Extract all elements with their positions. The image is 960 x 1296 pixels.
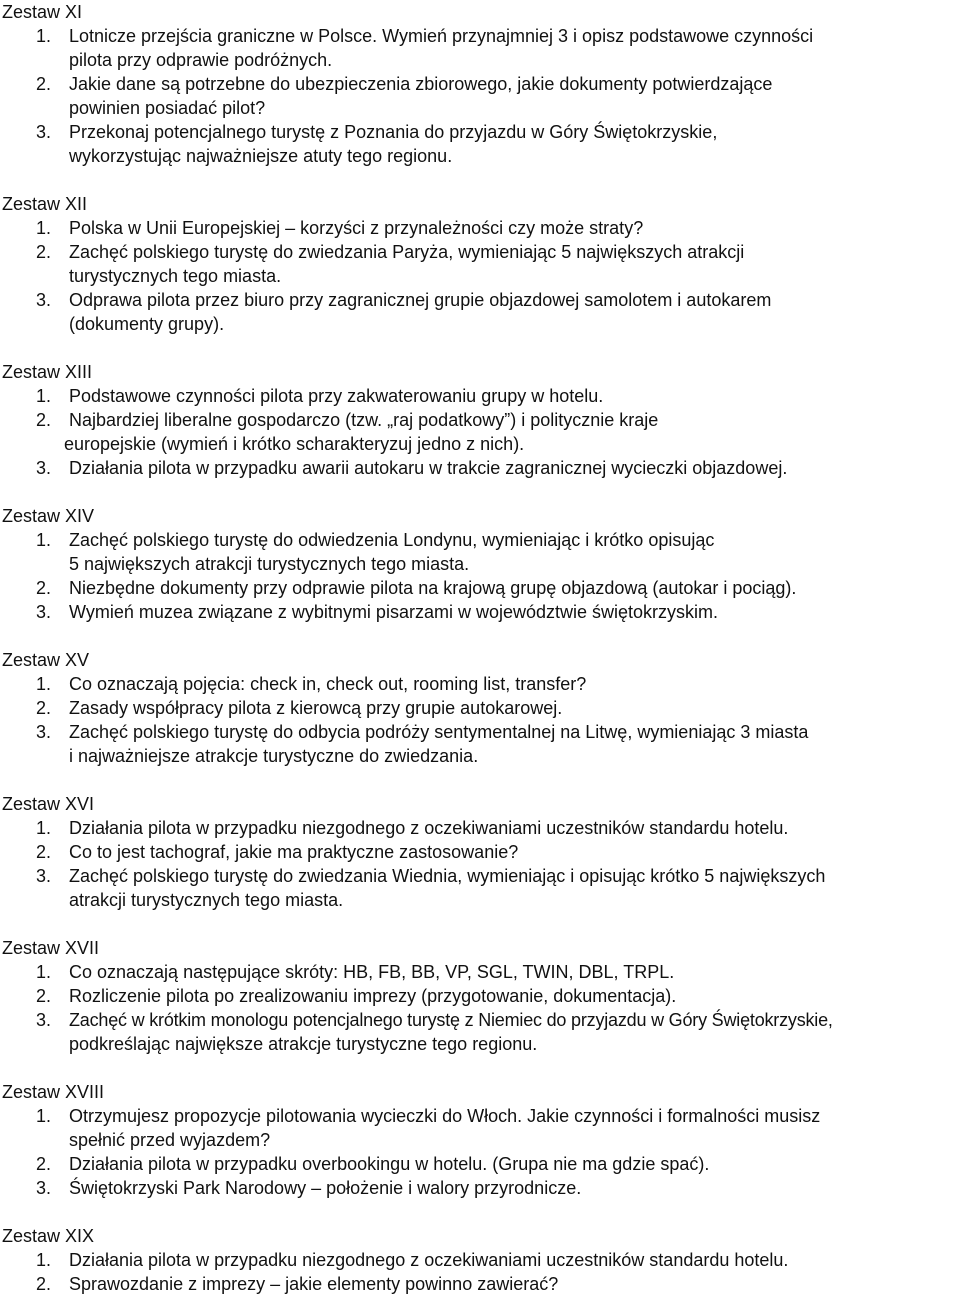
question-line: Co oznaczają następujące skróty: HB, FB, BB, VP, SGL, TWIN, DBL, TRPL. [69,962,675,982]
question-line: Podstawowe czynności pilota przy zakwaterowaniu grupy w hotelu. [69,386,604,406]
question-line: Polska w Unii Europejskiej – korzyści z przynależności czy może straty? [69,218,644,238]
question-item [0,1248,960,1272]
question-number: 1. [36,530,52,550]
question-number: 2. [36,698,52,718]
question-number: 1. [36,1250,52,1270]
question-line: atrakcji turystycznych tego miasta. [69,890,344,910]
set-title: Zestaw XIV [2,506,95,526]
question-number: 3. [36,1010,52,1030]
question-line: europejskie (wymień i krótko scharakteryzuj jedno z nich). [64,434,525,454]
question-line: (dokumenty grupy). [69,314,225,334]
question-line: Przekonaj potencjalnego turystę z Poznania do przyjazdu w Góry Świętokrzyskie, [69,122,718,142]
question-set [0,192,960,336]
question-text [69,1152,960,1176]
question-text [69,456,960,480]
question-number: 1. [36,386,52,406]
question-item [0,384,960,408]
question-line: Jakie dane są potrzebne do ubezpieczenia zbiorowego, jakie dokumenty potwierdzające [69,74,773,94]
question-number: 2. [36,842,52,862]
question-item [0,240,960,288]
question-item [0,216,960,240]
question-text [69,216,960,240]
question-item [0,288,960,336]
question-text [69,288,960,336]
question-text [69,960,960,984]
question-line: Zachęć polskiego turystę do zwiedzania Paryża, wymieniając 5 największych atrakcji [69,242,745,262]
question-number: 2. [36,578,52,598]
question-line: Rozliczenie pilota po zrealizowaniu imprezy (przygotowanie, dokumentacja). [69,986,677,1006]
question-set [0,936,960,1056]
question-number: 2. [36,242,52,262]
question-number: 1. [36,26,52,46]
question-line: Co oznaczają pojęcia: check in, check out, rooming list, transfer? [69,674,587,694]
question-text [69,816,960,840]
question-line: Otrzymujesz propozycje pilotowania wycieczki do Włoch. Jakie czynności i formalności musisz [69,1106,821,1126]
question-number: 3. [36,866,52,886]
question-line: Działania pilota w przypadku niezgodnego z oczekiwaniami uczestników standardu hotelu. [69,1250,789,1270]
question-number: 3. [36,458,52,478]
question-item [0,72,960,120]
question-item [0,1152,960,1176]
question-text [69,1104,960,1152]
question-number: 1. [36,962,52,982]
question-number: 2. [36,74,52,94]
question-number: 2. [36,410,52,430]
question-number: 1. [36,218,52,238]
question-item [0,1008,960,1056]
question-set [0,648,960,768]
question-text [69,720,960,768]
question-line: Sprawozdanie z imprezy – jakie elementy powinno zawierać? [69,1274,559,1294]
set-title: Zestaw XV [2,650,90,670]
question-line: podkreślając największe atrakcje turystyczne tego regionu. [69,1034,538,1054]
question-text [69,528,960,576]
question-line: i najważniejsze atrakcje turystyczne do zwiedzania. [69,746,479,766]
question-number: 2. [36,1154,52,1174]
question-set [0,0,960,168]
question-line: Świętokrzyski Park Narodowy – położenie i walory przyrodnicze. [69,1178,582,1198]
question-line: Wymień muzea związane z wybitnymi pisarzami w województwie świętokrzyskim. [69,602,719,622]
question-item [0,1176,960,1200]
question-item [0,960,960,984]
question-text [69,984,960,1008]
question-set [0,1080,960,1200]
question-set [0,1224,960,1296]
question-item [0,600,960,624]
set-title: Zestaw XI [2,2,83,22]
question-item [0,984,960,1008]
question-line: 5 największych atrakcji turystycznych tego miasta. [69,554,470,574]
question-text [69,120,960,168]
question-item [0,696,960,720]
set-title: Zestaw XVIII [2,1082,105,1102]
question-text [69,864,960,912]
question-number: 3. [36,290,52,310]
question-line: Zasady współpracy pilota z kierowcą przy grupie autokarowej. [69,698,563,718]
question-number: 1. [36,818,52,838]
question-line: Zachęć polskiego turystę do odwiedzenia Londynu, wymieniając i krótko opisując [69,530,715,550]
question-line: wykorzystując najważniejsze atuty tego regionu. [69,146,453,166]
question-number: 3. [36,1178,52,1198]
question-number: 2. [36,986,52,1006]
question-number: 3. [36,722,52,742]
question-line: Zachęć w krótkim monologu potencjalnego turystę z Niemiec do przyjazdu w Góry Świętokrzyskie, [69,1010,833,1030]
question-line: Działania pilota w przypadku awarii autokaru w trakcie zagranicznej wycieczki objazdowej. [69,458,788,478]
question-item [0,1104,960,1152]
question-item [0,816,960,840]
question-number: 1. [36,1106,52,1126]
question-text [64,408,960,456]
question-text [69,840,960,864]
set-title: Zestaw XVII [2,938,100,958]
question-line: turystycznych tego miasta. [69,266,282,286]
question-line: pilota przy odprawie podróżnych. [69,50,333,70]
question-line: powinien posiadać pilot? [69,98,266,118]
set-title: Zestaw XVI [2,794,95,814]
question-text [69,1248,960,1272]
question-number: 3. [36,602,52,622]
question-text [69,576,960,600]
question-item [0,1272,960,1296]
question-text [69,240,960,288]
question-line: spełnić przed wyjazdem? [69,1130,271,1150]
question-set [0,504,960,624]
question-item [0,528,960,576]
question-set [0,360,960,480]
set-title: Zestaw XII [2,194,88,214]
question-item [0,720,960,768]
question-number: 2. [36,1274,52,1294]
question-text [69,24,960,72]
question-text [69,72,960,120]
question-text [69,696,960,720]
question-line: Zachęć polskiego turystę do odbycia podróży sentymentalnej na Litwę, wymieniając 3 miasta [69,722,809,742]
question-text [69,1176,960,1200]
question-item [0,864,960,912]
question-line: Co to jest tachograf, jakie ma praktyczne zastosowanie? [69,842,519,862]
question-line: Zachęć polskiego turystę do zwiedzania Wiednia, wymieniając i opisując krótko 5 największych [69,866,826,886]
question-line: Działania pilota w przypadku niezgodnego z oczekiwaniami uczestników standardu hotelu. [69,818,789,838]
set-title: Zestaw XIX [2,1226,95,1246]
question-number: 3. [36,122,52,142]
question-text [69,384,960,408]
question-item [0,840,960,864]
question-line: Najbardziej liberalne gospodarczo (tzw. „raj podatkowy”) i politycznie kraje [69,410,659,430]
question-item [0,672,960,696]
question-set [0,792,960,912]
question-line: Lotnicze przejścia graniczne w Polsce. Wymień przynajmniej 3 i opisz podstawowe czynności [69,26,814,46]
question-text [69,600,960,624]
question-text [69,1272,960,1296]
question-text [69,672,960,696]
question-item [0,456,960,480]
question-item [0,576,960,600]
question-number: 1. [36,674,52,694]
question-line: Niezbędne dokumenty przy odprawie pilota na krajową grupę objazdową (autokar i pociąg). [69,578,797,598]
question-line: Działania pilota w przypadku overbookingu w hotelu. (Grupa nie ma gdzie spać). [69,1154,710,1174]
question-line: Odprawa pilota przez biuro przy zagranicznej grupie objazdowej samolotem i autokarem [69,290,772,310]
question-item [0,24,960,72]
question-item [0,120,960,168]
set-title: Zestaw XIII [2,362,93,382]
question-text [69,1008,960,1056]
question-item [0,408,960,456]
